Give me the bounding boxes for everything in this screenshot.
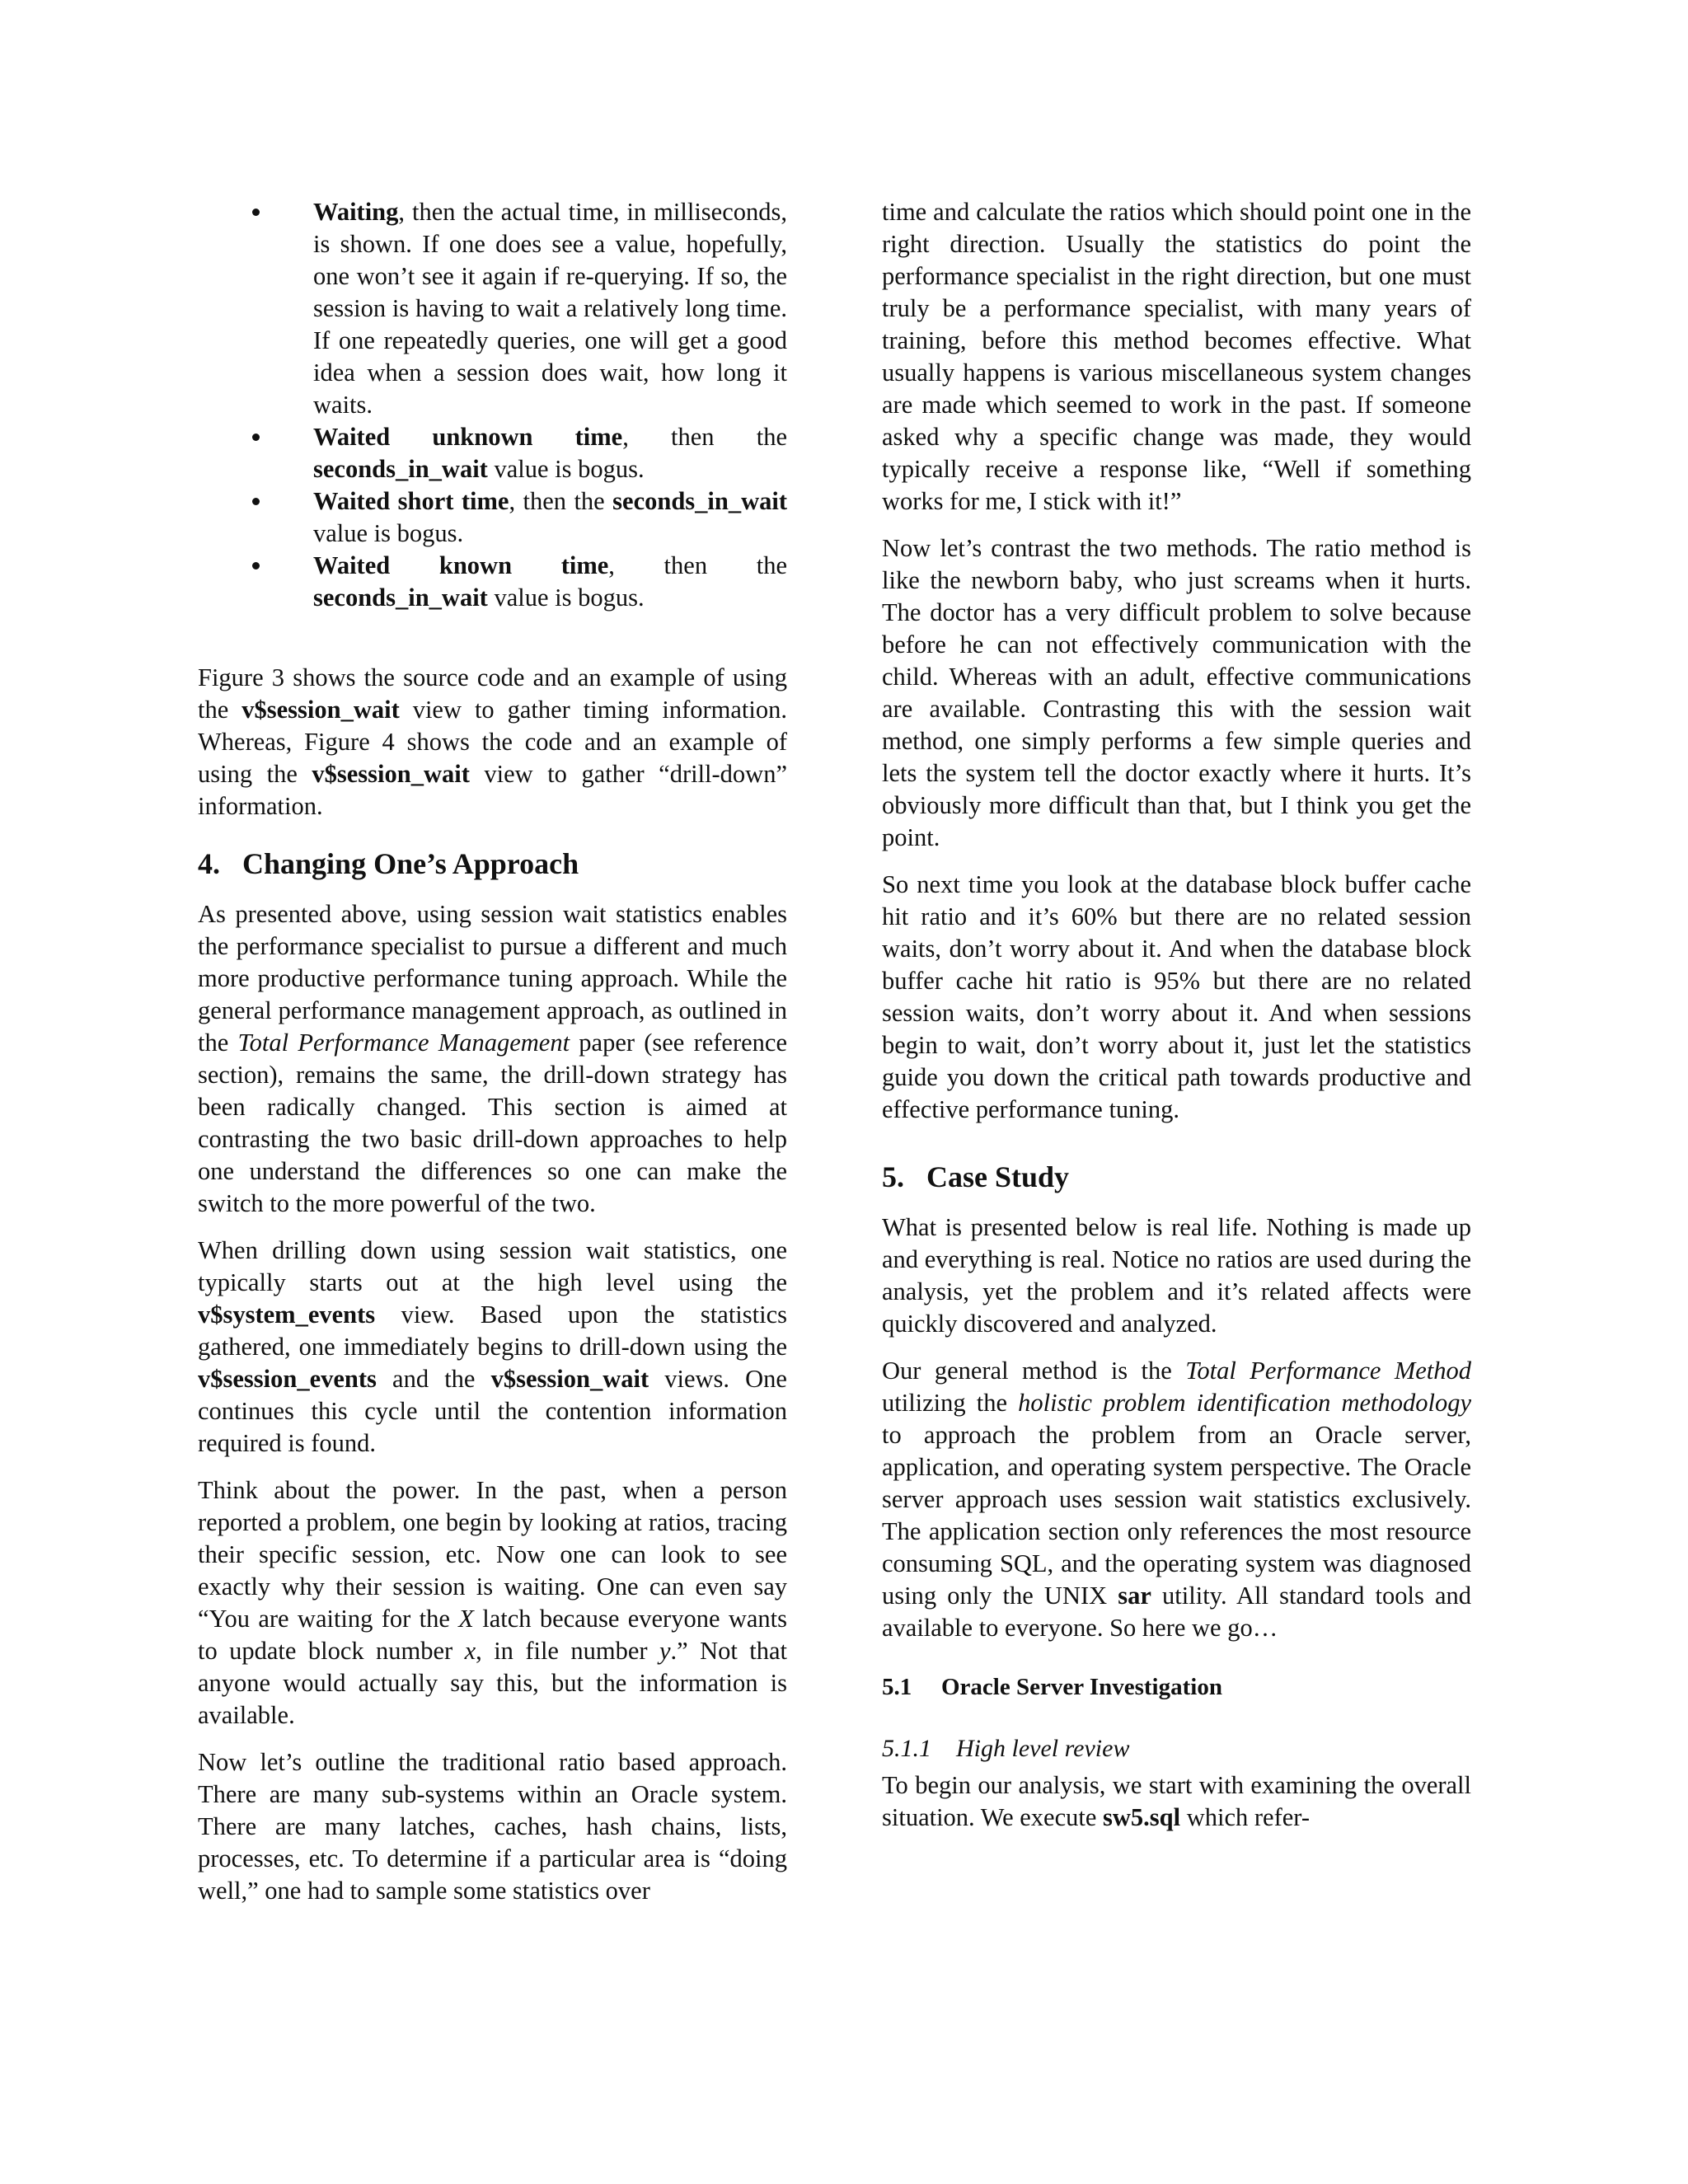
paragraph: To begin our analysis, we start with examining the overall situation. We execute sw5.sql which refer- [882, 1771, 1471, 1831]
paragraph-figures: Figure 3 shows the source code and an example of using the v$session_wait view to gather timing information. Whereas, Figure 4 shows the code and an example of using the v$session_wait view to gather “drill-down” information. [198, 663, 788, 820]
list-item: Waited unknown time, then the seconds_in_wait value is bogus. [198, 421, 787, 485]
subsection-5-1-heading: 5.1 Oracle Server Investigation [882, 1674, 1222, 1700]
list-item: Waiting, then the actual time, in milliseconds, is shown. If one does see a value, hopefully, one won’t see it again if re-querying. If so, the session is having to wait a relatively long time. If one repeatedly queries, one will get a good idea when a session does wait, how long it waits. [198, 196, 787, 421]
paragraph: Think about the power. In the past, when a person reported a problem, one begin by looking at ratios, tracing their specific session, etc. Now one can look to see exactly why their session is waiting. One can even say “You are waiting for the X latch because everyone wants to update block number x, in file number y.” Not that anyone would actually say this, but the information is available. [198, 1476, 787, 1729]
paragraph: When drilling down using session wait statistics, one typically starts out at the high level using the v$system_events view. Based upon the statistics gathered, one immediately begins to drill-down using the v$session_events and the v$session_wait views. One continues this cycle until the contention information required is found. [198, 1236, 787, 1457]
paragraph: time and calculate the ratios which should point one in the right direction. Usually the statistics do point the performance specialist in the right direction, but one must truly be a performance specialist, with many years of training, before this method becomes effective. What usually happens is various miscellaneous system changes are made which seemed to work in the past. If someone asked why a specific change was made, they would typically receive a response like, “Well if something works for me, I stick with it!” [882, 198, 1471, 515]
section-4-heading: 4. Changing One’s Approach [198, 847, 579, 880]
paragraph: Our general method is the Total Performance Method utilizing the holistic problem identification methodology to approach the problem from an Oracle server, application, and operating system perspective. The Oracle server approach uses session wait statistics exclusively. The application section only references the most resource consuming SQL, and the operating system was diagnosed using only the UNIX sar utility. All standard tools and available to everyone. So here we go… [882, 1357, 1472, 1642]
paragraph: Now let’s contrast the two methods. The ratio method is like the newborn baby, who just screams when it hurts. The doctor has a very difficult problem to solve because before he can not effectively communication with the child. Whereas with an adult, effective communications are available. Contrasting this with the session wait method, one simply performs a few simple queries and lets the system tell the doctor exactly where it hurts. It’s obviously more difficult than that, but I think you get the point. [882, 534, 1471, 851]
left-column [198, 196, 787, 1922]
bullet-icon [252, 434, 260, 441]
list-item: Waited known time, then the seconds_in_wait value is bogus. [198, 550, 787, 614]
paragraph: What is presented below is real life. Nothing is made up and everything is real. Notice no ratios are used during the analysis, yet the problem and it’s related affects were quickly discovered and analyzed. [882, 1213, 1471, 1338]
list-item: Waited short time, then the seconds_in_wait value is bogus. [198, 485, 787, 550]
section-5-heading: 5. Case Study [882, 1160, 1070, 1193]
subsection-5-1-1-heading: 5.1.1 High level review [882, 1735, 1130, 1762]
wait-state-list [198, 196, 787, 614]
paragraph: As presented above, using session wait statistics enables the performance specialist to pursue a different and much more productive performance tuning approach. While the general performance management approach, as outlined in the Total Performance Management paper (see reference section), remains the same, the drill-down strategy has been radically changed. This section is aimed at contrasting the two basic drill-down approaches to help one understand the differences so one can make the switch to the more powerful of the two. [198, 900, 787, 1217]
paragraph: So next time you look at the database block buffer cache hit ratio and it’s 60% but there are no related session waits, don’t worry about it. And when the database block buffer cache hit ratio is 95% but there are no related session waits, don’t worry about it. And when sessions begin to wait, don’t worry about it, just let the statistics guide you down the critical path towards productive and effective performance tuning. [882, 870, 1471, 1123]
bullet-icon [252, 562, 260, 569]
right-column [882, 196, 1471, 1849]
bullet-icon [252, 209, 260, 216]
paragraph: Now let’s outline the traditional ratio based approach. There are many sub-systems within an Oracle system. There are many latches, caches, hash chains, lists, processes, etc. To determine if a particular area is “doing well,” one had to sample some statistics over [198, 1748, 787, 1905]
bullet-icon [252, 498, 260, 505]
